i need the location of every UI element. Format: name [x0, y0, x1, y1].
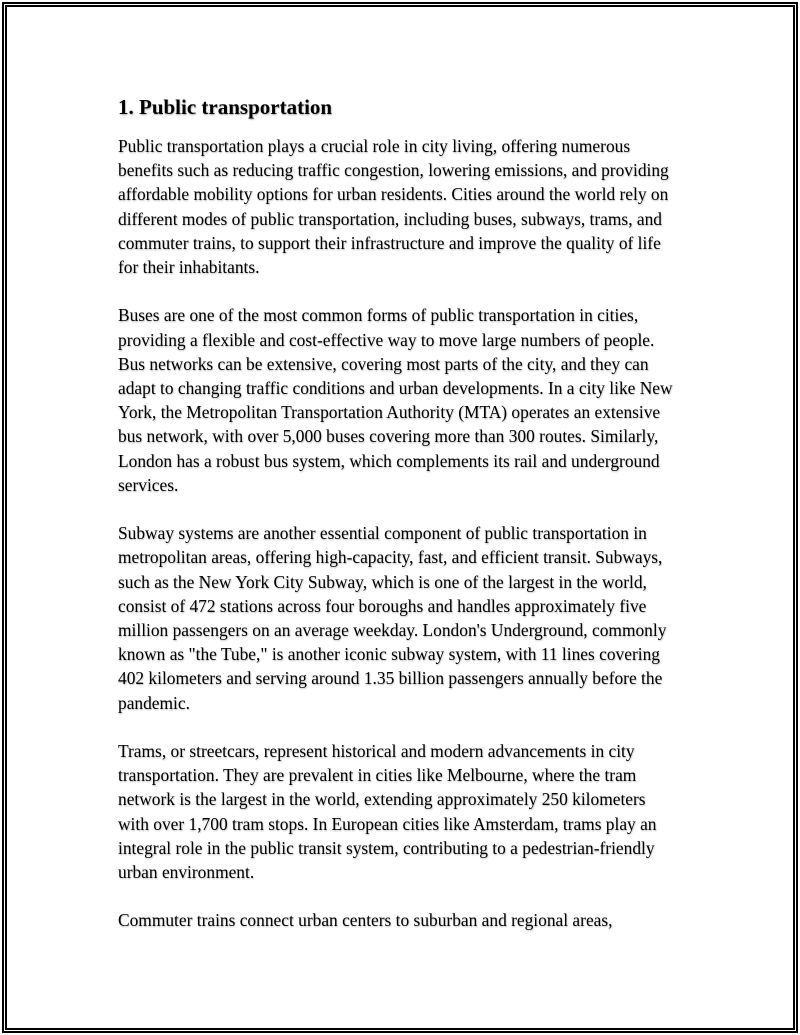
paragraph-commuter-trains: Commuter trains connect urban centers to suburban and regional areas,	[118, 910, 613, 931]
paragraph-subways: Subway systems are another essential component of public transportation in metropolitan areas, offering high-capacity, fast, and efficient transit. Subways, such as the New York City Subway, which is one of the largest in the world, consist of 472 stations across four boroughs and handles approximately five million passengers on an average weekday. London's Underground, commonly known as "the Tube," is another iconic subway system, with 11 lines covering 402 kilometers and serving around 1.35 billion passengers annually before the pandemic.	[118, 523, 667, 713]
section-heading: 1. Public transportation	[118, 95, 333, 119]
paragraph-intro: Public transportation plays a crucial role in city living, offering numerous benefits such as reducing traffic congestion, lowering emissions, and providing affordable mobility options for urban residents. Cities around the world rely on different modes of public transportation, including buses, subways, trams, and commuter trains, to support their infrastructure and improve the quality of life for their inhabitants.	[118, 136, 669, 278]
document-body	[118, 94, 680, 957]
paragraph-buses: Buses are one of the most common forms of public transportation in cities, providing a flexible and cost-effective way to move large numbers of people. Bus networks can be extensive, covering most parts of the city, and they can adapt to changing traffic conditions and urban developments. In a city like New York, the Metropolitan Transportation Authority (MTA) operates an extensive bus network, with over 5,000 buses covering more than 300 routes. Similarly, London has a robust bus system, which complements its rail and underground services.	[118, 305, 673, 495]
paragraph-trams: Trams, or streetcars, represent historical and modern advancements in city transportation. They are prevalent in cities like Melbourne, where the tram network is the largest in the world, extending approximately 250 kilometers with over 1,700 tram stops. In European cities like Amsterdam, trams play an integral role in the public transit system, contributing to a pedestrian-friendly urban environment.	[118, 741, 657, 883]
